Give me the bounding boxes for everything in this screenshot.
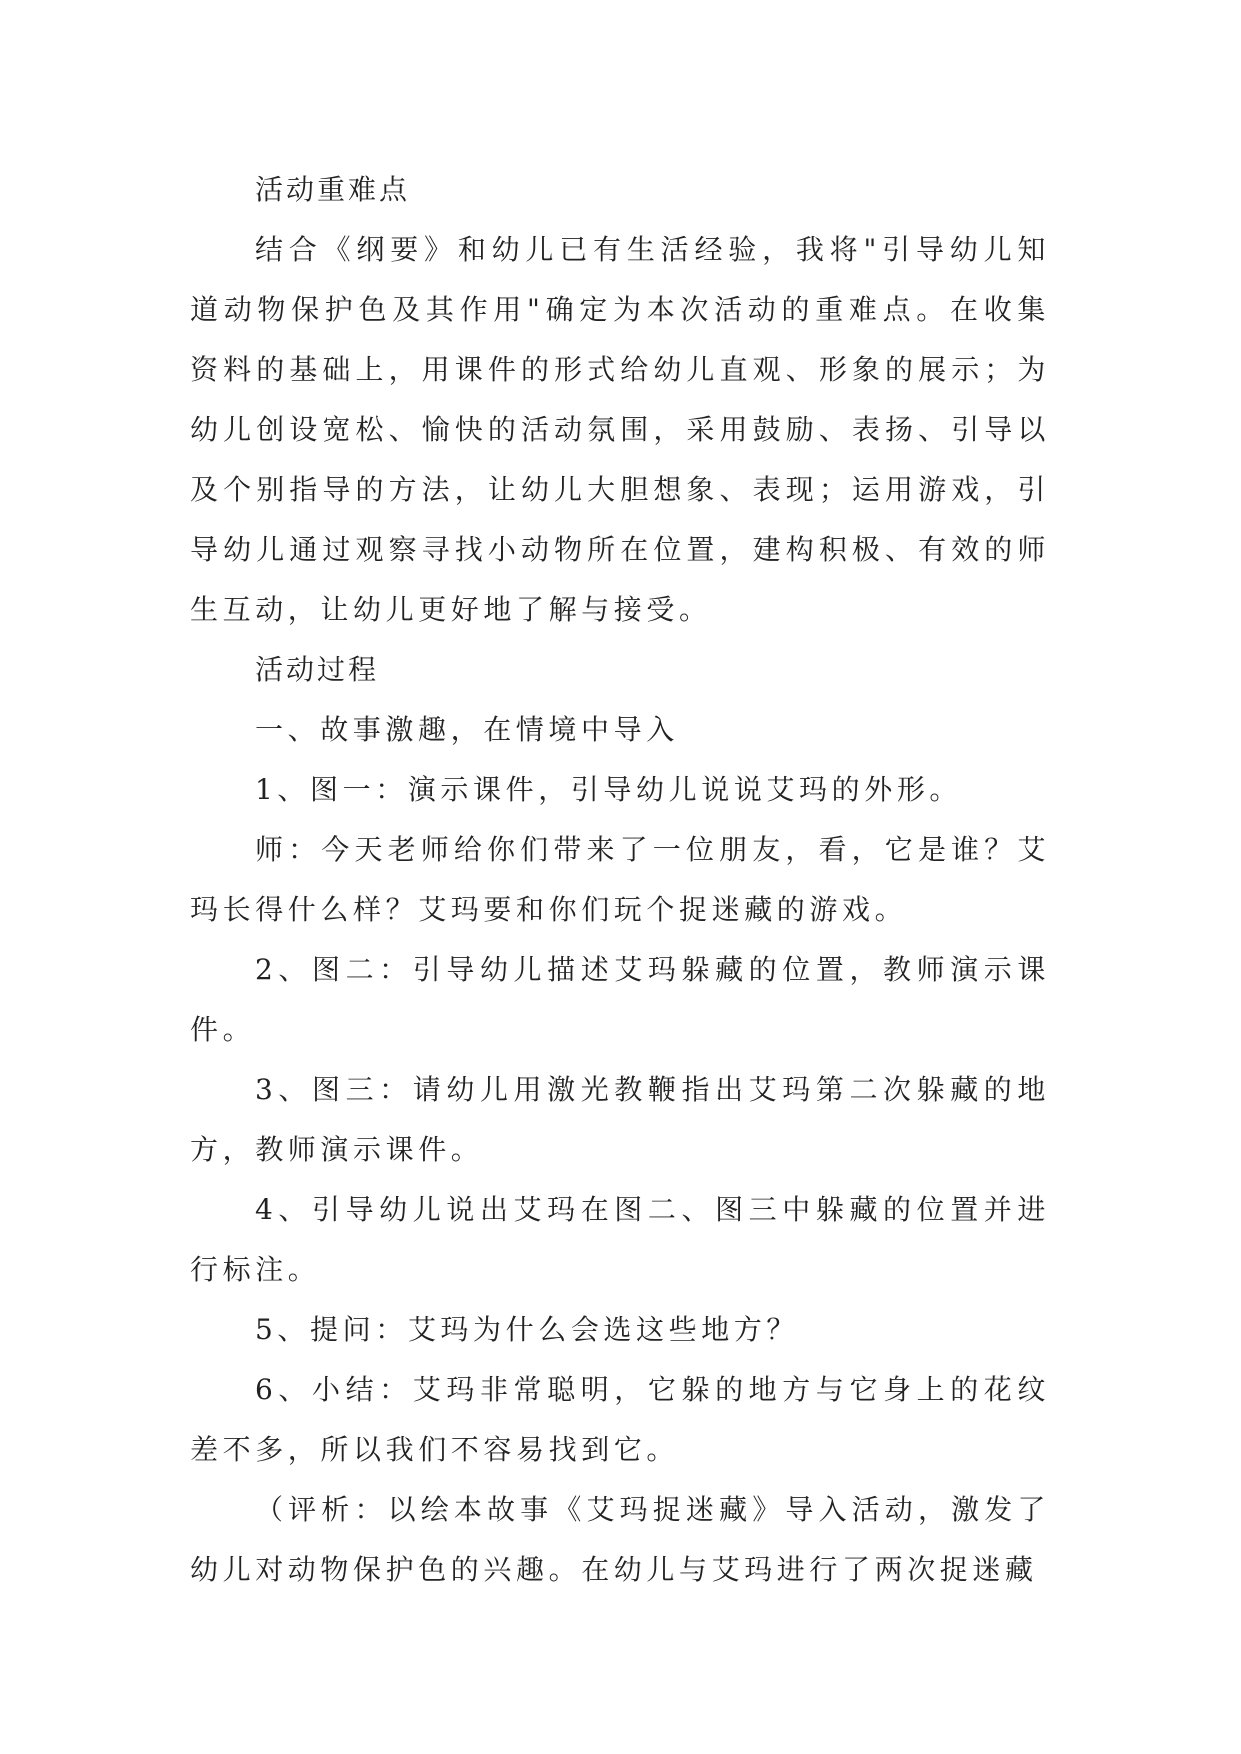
- section-heading-difficulties: 活动重难点: [255, 173, 411, 206]
- step-6: 6、小结：艾玛非常聪明，它躲的地方与它身上的花纹差不多，所以我们不容易找到它。: [190, 1373, 1050, 1466]
- step-5: 5、提问：艾玛为什么会选这些地方？: [255, 1313, 800, 1346]
- paragraph-difficulties: 结合《纲要》和幼儿已有生活经验，我将"引导幼儿知道动物保护色及其作用"确定为本次活动的重难点。在收集资料的基础上，用课件的形式给幼儿直观、形象的展示；为幼儿创设宽松、愉快的活动氛围，采用鼓励、表扬、引导以及个别指导的方法，让幼儿大胆想象、表现；运用游戏，引导幼儿通过观察寻找小动物所在位置，建构积极、有效的师生互动，让幼儿更好地了解与接受。: [190, 233, 1050, 626]
- section-heading-process: 活动过程: [255, 653, 380, 686]
- subheading-intro: 一、故事激趣，在情境中导入: [255, 713, 679, 746]
- commentary: （评析：以绘本故事《艾玛捉迷藏》导入活动，激发了幼儿对动物保护色的兴趣。在幼儿与艾玛进行了两次捉迷藏: [190, 1493, 1050, 1586]
- step-2: 2、图二：引导幼儿描述艾玛躲藏的位置，教师演示课件。: [190, 953, 1050, 1046]
- document-body: [190, 160, 1050, 1600]
- step-1: 1、图一：演示课件，引导幼儿说说艾玛的外形。: [255, 773, 963, 806]
- step-4: 4、引导幼儿说出艾玛在图二、图三中躲藏的位置并进行标注。: [190, 1193, 1050, 1286]
- step-3: 3、图三：请幼儿用激光教鞭指出艾玛第二次躲藏的地方，教师演示课件。: [190, 1073, 1050, 1166]
- teacher-dialogue: 师：今天老师给你们带来了一位朋友，看，它是谁？艾玛长得什么样？艾玛要和你们玩个捉迷藏的游戏。: [190, 833, 1050, 926]
